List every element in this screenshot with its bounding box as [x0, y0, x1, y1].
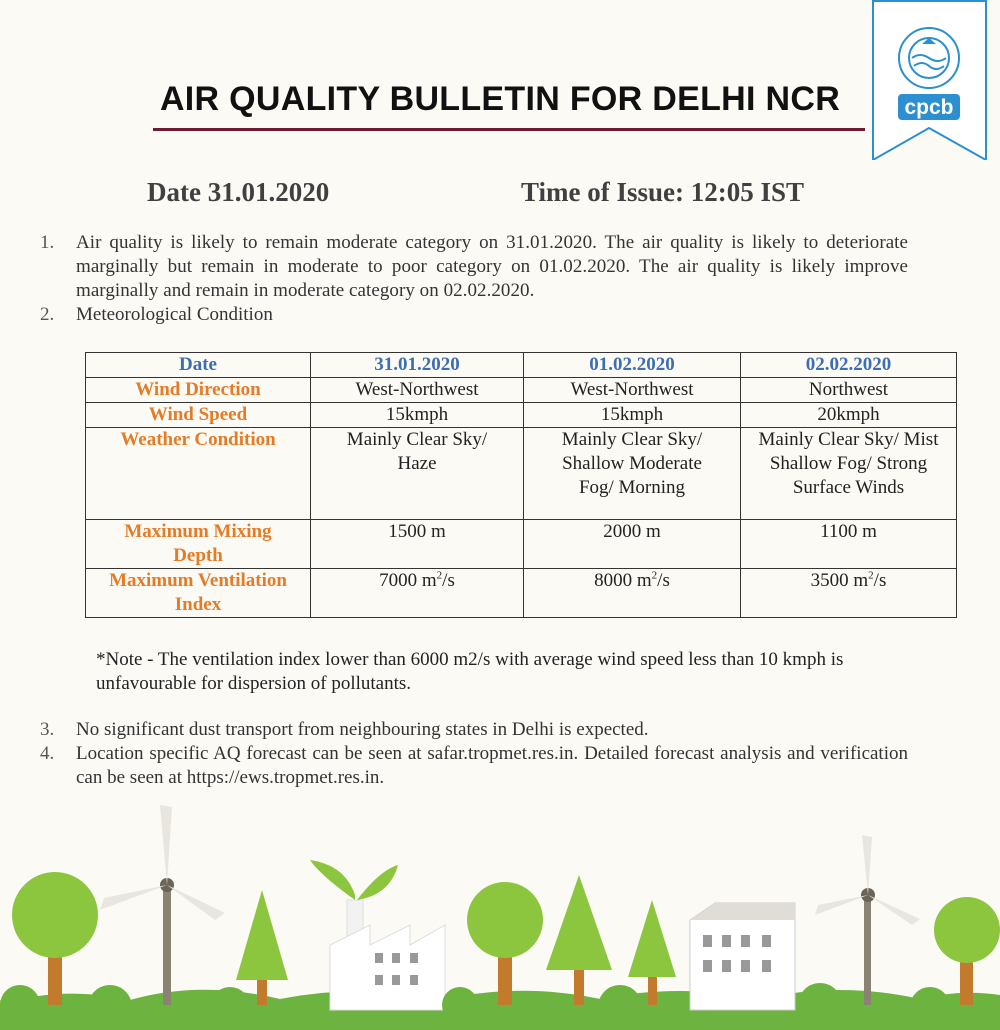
table-row	[86, 428, 957, 520]
table-cell: 7000 $m^2/s$	[311, 569, 524, 618]
bulletin-date: Date 31.01.2020	[147, 177, 330, 207]
page-title: AIR QUALITY BULLETIN FOR DELHI NCR	[159, 80, 841, 118]
row-label: Maximum Ventilation Index	[86, 569, 311, 618]
table-cell: 1500 m	[311, 520, 524, 569]
title-underline	[153, 128, 865, 131]
tree-icon	[934, 897, 1000, 963]
table-cell: West-Northwest	[311, 378, 524, 403]
bulletin-points	[40, 231, 908, 327]
table-cell: Mainly Clear Sky/ Mist Shallow Fog/ Strong Surface Winds	[741, 428, 957, 520]
pine-tree-icon	[546, 875, 612, 970]
tree-icon	[12, 872, 98, 958]
table-header-cell: 02.02.2020	[741, 353, 957, 378]
table-header-row	[86, 353, 957, 378]
list-item	[40, 718, 908, 742]
list-number: 1.	[40, 232, 55, 253]
cpcb-logo	[872, 0, 987, 160]
pine-tree-icon	[628, 900, 676, 977]
table-cell: 20kmph	[741, 403, 957, 428]
row-label: Maximum Mixing Depth	[86, 520, 311, 569]
table-cell: West-Northwest	[524, 378, 741, 403]
table-cell: 15kmph	[524, 403, 741, 428]
row-label: Wind Speed	[86, 403, 311, 428]
meteorological-table	[85, 352, 957, 618]
house-icon	[690, 903, 795, 1010]
table-row	[86, 520, 957, 569]
list-item	[40, 303, 908, 327]
table-row	[86, 378, 957, 403]
list-item	[40, 231, 908, 303]
point-text: Location specific AQ forecast can be seen at safar.tropmet.res.in. Detailed forecast analysis and verification can be seen at https://ews.tropmet.res.in.	[76, 743, 908, 788]
point-text: Air quality is likely to remain moderate category on 31.01.2020. The air quality is likely to deteriorate marginally but remain in moderate to poor category on 01.02.2020. The air quality is likely improve marginally and remain in moderate category on 02.02.2020.	[76, 232, 908, 301]
table-cell: 8000 $m^2/s$	[524, 569, 741, 618]
factory-icon	[330, 925, 445, 1010]
row-label: Weather Condition	[86, 428, 311, 520]
row-label: Wind Direction	[86, 378, 311, 403]
table-header-cell: Date	[86, 353, 311, 378]
table-cell: 15kmph	[311, 403, 524, 428]
table-cell: 3500 $m^2/s$	[741, 569, 957, 618]
bulletin-points-continued	[40, 718, 908, 790]
table-row	[86, 403, 957, 428]
logo-text: cpcb	[904, 96, 954, 119]
table-cell: Mainly Clear Sky/ Haze	[311, 428, 524, 520]
ventilation-note: *Note - The ventilation index lower than 6000 m2/s with average wind speed less than 10 kmph is unfavourable for dispersion of pollutants.	[96, 649, 844, 694]
table-cell: Mainly Clear Sky/ Shallow Moderate Fog/ Morning	[524, 428, 741, 520]
list-number: 3.	[40, 719, 55, 740]
leaf-icon	[310, 860, 355, 900]
point-text: No significant dust transport from neighbouring states in Delhi is expected.	[76, 719, 649, 740]
issue-time: Time of Issue: 12:05 IST	[521, 177, 805, 207]
green-city-illustration	[0, 795, 1000, 1030]
list-number: 2.	[40, 304, 55, 325]
tree-icon	[467, 882, 543, 958]
table-cell: Northwest	[741, 378, 957, 403]
table-cell: 1100 m	[741, 520, 957, 569]
wind-turbine-icon	[100, 805, 225, 920]
table-header-cell: 01.02.2020	[524, 353, 741, 378]
list-number: 4.	[40, 743, 55, 764]
point-text: Meteorological Condition	[76, 304, 273, 325]
table-row	[86, 569, 957, 618]
pine-tree-icon	[236, 890, 288, 980]
table-header-cell: 31.01.2020	[311, 353, 524, 378]
table-cell: 2000 m	[524, 520, 741, 569]
list-item	[40, 742, 908, 790]
